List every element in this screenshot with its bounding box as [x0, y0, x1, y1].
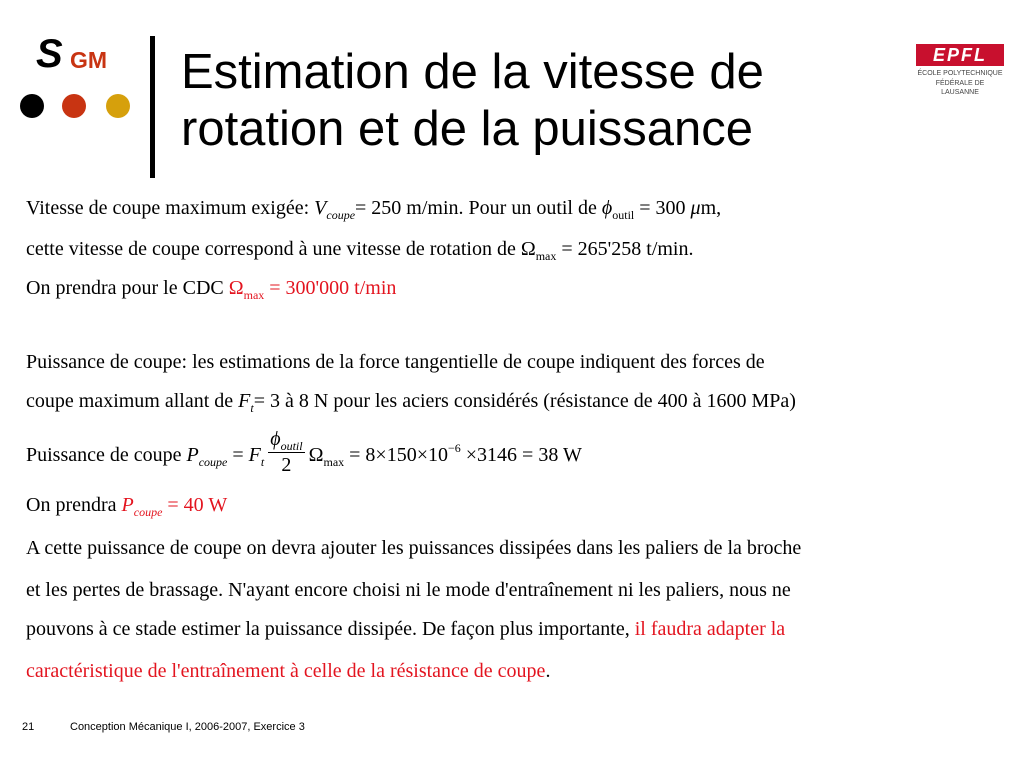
- text: Puissance de coupe: [26, 444, 187, 467]
- subscript: outil: [280, 439, 303, 453]
- text: On prendra pour le CDC: [26, 277, 229, 299]
- logo-yellow-dot: [106, 94, 130, 118]
- text: Vitesse de coupe maximum exigée:: [26, 197, 315, 219]
- text: coupe maximum allant de: [26, 390, 239, 412]
- symbol-omega: Ω: [228, 277, 244, 299]
- highlight-text: il faudra adapter la: [634, 618, 786, 640]
- text: = 265'258 t/min.: [556, 238, 694, 260]
- title-line-1: Estimation de la vitesse de: [181, 45, 764, 99]
- chosen-power-value: [121, 494, 228, 519]
- symbol-f: F: [238, 390, 251, 412]
- body-line-5: [26, 389, 796, 415]
- fraction-numerator: [268, 428, 304, 453]
- body-line-6-formula: [26, 428, 582, 481]
- subscript: coupe: [326, 208, 356, 222]
- subscript: outil: [612, 208, 635, 222]
- title-divider-bar: [150, 36, 155, 178]
- title-line-2: rotation et de la puissance: [181, 102, 754, 156]
- body-line-8: A cette puissance de coupe on devra ajouter les puissances dissipées dans les paliers de la broche: [26, 537, 802, 559]
- symbol-p: P: [186, 444, 199, 467]
- subscript: coupe: [198, 455, 228, 470]
- logo-s-letter: S: [36, 32, 63, 76]
- subscript: max: [535, 249, 557, 263]
- footer-text: Conception Mécanique I, 2006-2007, Exercice 3: [70, 721, 305, 733]
- symbol-f: F: [248, 444, 261, 467]
- symbol-v: V: [314, 197, 327, 219]
- epfl-logo-line-1: ÉCOLE POLYTECHNIQUE: [917, 70, 1003, 77]
- text: ×3146 = 38 W: [460, 444, 582, 467]
- subscript: coupe: [133, 505, 163, 519]
- body-line-7: [26, 493, 227, 519]
- logo-gm-letters: GM: [70, 47, 108, 73]
- body-line-1: [26, 196, 721, 222]
- body-line-2: [26, 237, 693, 263]
- slide-number: 21: [22, 721, 35, 733]
- text: On prendra: [26, 494, 122, 516]
- epfl-logo-line-2: FÉDÉRALE DE LAUSANNE: [935, 80, 985, 96]
- symbol-phi: ϕ: [601, 197, 613, 219]
- superscript: −6: [448, 441, 461, 456]
- logo-black-dot: [20, 94, 44, 118]
- text: =: [227, 444, 249, 467]
- subscript: t: [260, 455, 265, 470]
- text: = 300: [634, 197, 691, 219]
- symbol-phi: ϕ: [270, 428, 281, 450]
- text: = 8×150×10: [344, 444, 448, 467]
- cdc-rotation-value: [228, 277, 397, 302]
- body-line-4: Puissance de coupe: les estimations de la force tangentielle de coupe indiquent des forces de: [26, 351, 765, 373]
- subscript: t: [250, 401, 254, 415]
- text: = 3 à 8 N pour les aciers considérés (résistance de 400 à 1600 MPa): [253, 390, 796, 412]
- text: = 300'000 t/min: [264, 277, 397, 299]
- text: m,: [700, 197, 722, 219]
- text: = 250 m/min. Pour un outil de: [355, 197, 602, 219]
- body-line-9: et les pertes de brassage. N'ayant encore choisi ni le mode d'entraînement ni les paliers, nous ne: [26, 579, 791, 601]
- symbol-omega: Ω: [308, 444, 324, 467]
- fraction-denominator: 2: [281, 454, 292, 476]
- symbol-mu: μ: [690, 197, 701, 219]
- highlight-text: caractéristique de l'entraînement à celle de la résistance de coupe: [26, 660, 546, 682]
- text: = 40 W: [162, 494, 228, 516]
- logo-red-dot: [62, 94, 86, 118]
- subscript: max: [323, 455, 345, 470]
- symbol-omega: Ω: [520, 238, 536, 260]
- slide-title: [181, 44, 901, 158]
- text: .: [545, 660, 551, 682]
- text: pouvons à ce stade estimer la puissance dissipée. De façon plus importante,: [26, 618, 635, 640]
- body-line-3: [26, 276, 396, 302]
- subscript: max: [243, 288, 265, 302]
- body-line-11: [26, 659, 550, 683]
- epfl-logo: [916, 44, 1004, 96]
- text: cette vitesse de coupe correspond à une vitesse de rotation de: [26, 238, 521, 260]
- symbol-p: P: [121, 494, 134, 516]
- fraction: [268, 428, 304, 477]
- epfl-logo-word: EPFL: [932, 45, 987, 65]
- body-line-10: [26, 617, 785, 641]
